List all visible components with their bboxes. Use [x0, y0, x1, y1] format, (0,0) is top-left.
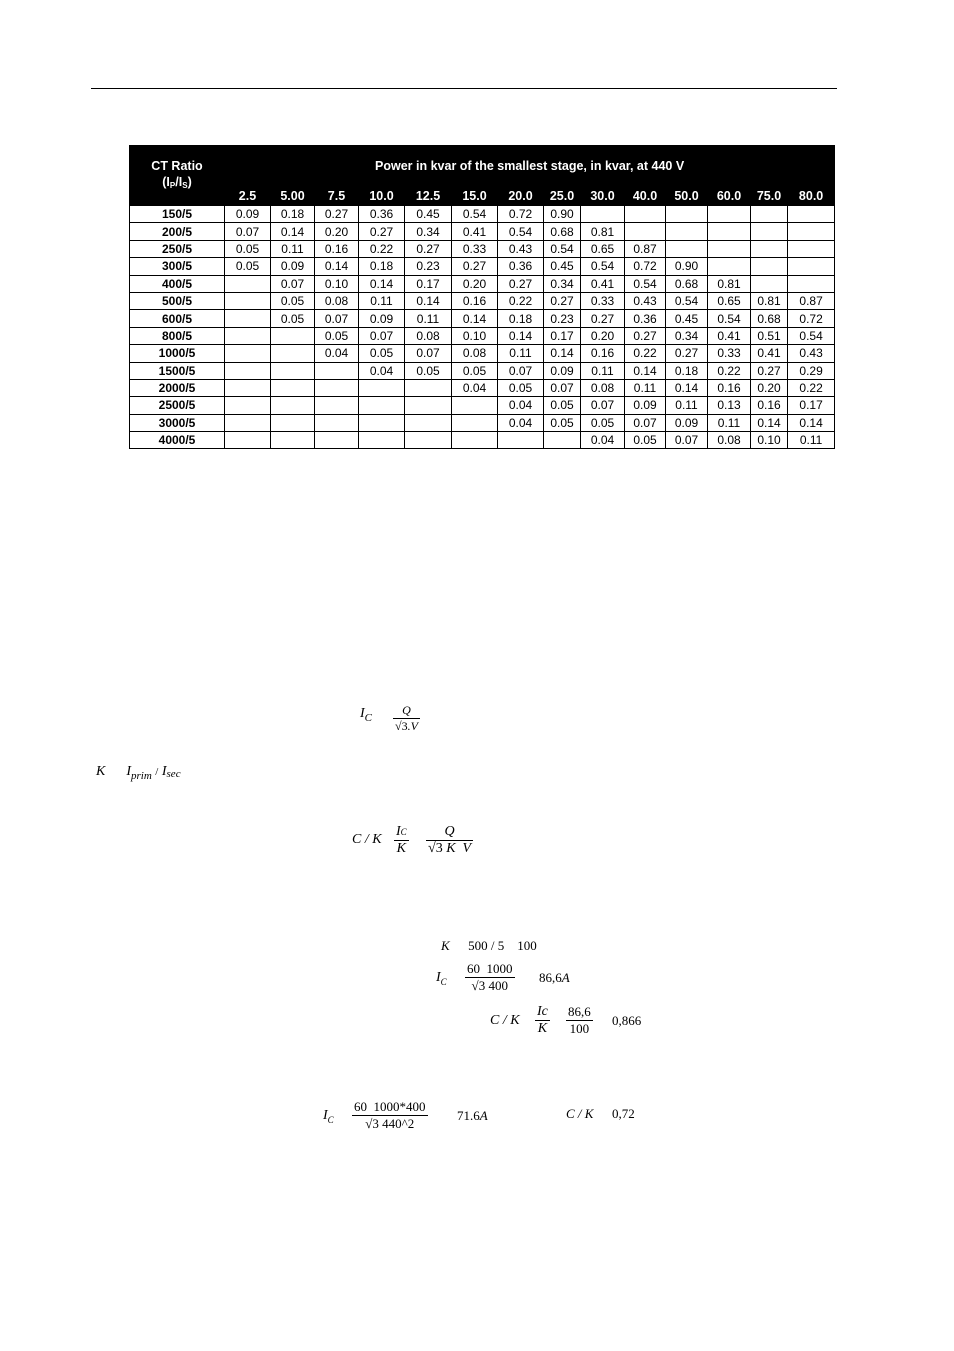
ct-ratio-cell: 1500/5 — [130, 362, 225, 379]
formula-ic-example-lhs: $I_C$ — [436, 970, 447, 987]
value-cell: 0.14 — [498, 327, 544, 344]
value-cell: 0.23 — [405, 258, 452, 275]
value-cell — [225, 292, 271, 309]
value-cell — [788, 206, 835, 223]
value-cell: 0.07 — [315, 310, 359, 327]
ct-ratio-cell: 2500/5 — [130, 397, 225, 414]
value-cell: 0.11 — [271, 240, 315, 257]
column-header-kvar: 40.0 — [625, 187, 666, 206]
value-cell: 0.11 — [498, 345, 544, 362]
value-cell — [271, 379, 315, 396]
ct-ratio-cell: 4000/5 — [130, 432, 225, 449]
value-cell: 0.22 — [708, 362, 751, 379]
value-cell: 0.17 — [405, 275, 452, 292]
value-cell — [625, 223, 666, 240]
column-header-kvar: 30.0 — [581, 187, 625, 206]
column-header-kvar: 15.0 — [452, 187, 498, 206]
value-cell — [271, 432, 315, 449]
value-cell — [225, 275, 271, 292]
value-cell: 0.72 — [625, 258, 666, 275]
ct-ratio-cell: 1000/5 — [130, 345, 225, 362]
value-cell: 0.04 — [315, 345, 359, 362]
value-cell: 0.45 — [666, 310, 708, 327]
value-cell — [405, 397, 452, 414]
value-cell: 0.08 — [452, 345, 498, 362]
value-cell: 0.14 — [452, 310, 498, 327]
value-cell: 0.20 — [751, 379, 788, 396]
value-cell — [788, 240, 835, 257]
column-header-kvar: 2.5 — [225, 187, 271, 206]
value-cell: 0.17 — [544, 327, 581, 344]
value-cell: 0.27 — [452, 258, 498, 275]
value-cell: 0.18 — [359, 258, 405, 275]
ct-ratio-cell: 600/5 — [130, 310, 225, 327]
value-cell: 0.23 — [544, 310, 581, 327]
formula-ck-general-lhs: C / K — [352, 832, 382, 847]
value-cell — [405, 379, 452, 396]
formula-ck-example-result: 0,866 — [612, 1013, 642, 1028]
value-cell: 0.20 — [452, 275, 498, 292]
formula-ic-440-lhs: $I_C$ — [323, 1108, 334, 1125]
value-cell — [225, 345, 271, 362]
value-cell: 0.05 — [625, 432, 666, 449]
value-cell — [405, 414, 452, 431]
value-cell: 0.20 — [581, 327, 625, 344]
column-header-kvar: 50.0 — [666, 187, 708, 206]
value-cell: 0.04 — [498, 397, 544, 414]
value-cell: 0.81 — [751, 292, 788, 309]
value-cell: 0.33 — [708, 345, 751, 362]
formula-ck-440: C / K 0,72 — [566, 1106, 635, 1121]
value-cell: 0.54 — [498, 223, 544, 240]
value-cell: 0.14 — [788, 414, 835, 431]
value-cell: 0.09 — [544, 362, 581, 379]
ct-ratio-header-line1: CT Ratio — [151, 158, 203, 173]
value-cell: 0.11 — [708, 414, 751, 431]
value-cell: 0.68 — [751, 310, 788, 327]
value-cell: 0.34 — [544, 275, 581, 292]
table-row — [130, 206, 835, 223]
value-cell: 0.05 — [498, 379, 544, 396]
value-cell: 0.04 — [581, 432, 625, 449]
formula-ic-example-result: 86,6A — [539, 970, 570, 985]
value-cell — [666, 240, 708, 257]
value-cell — [708, 258, 751, 275]
value-cell: 0.54 — [581, 258, 625, 275]
column-header-kvar: 75.0 — [751, 187, 788, 206]
value-cell: 0.27 — [666, 345, 708, 362]
value-cell: 0.17 — [788, 397, 835, 414]
ct-ratio-table-container — [129, 145, 834, 449]
value-cell: 0.05 — [452, 362, 498, 379]
value-cell: 0.05 — [359, 345, 405, 362]
value-cell: 0.43 — [625, 292, 666, 309]
header-rule — [91, 88, 837, 89]
value-cell — [751, 240, 788, 257]
table-row — [130, 310, 835, 327]
value-cell: 0.22 — [359, 240, 405, 257]
value-cell — [544, 432, 581, 449]
value-cell — [225, 414, 271, 431]
value-cell: 0.72 — [788, 310, 835, 327]
value-cell: 0.43 — [498, 240, 544, 257]
ct-ratio-cell: 500/5 — [130, 292, 225, 309]
formula-ic-definition: $I_C$ — [360, 706, 373, 724]
value-cell: 0.87 — [788, 292, 835, 309]
table-row — [130, 258, 835, 275]
value-cell: 0.90 — [544, 206, 581, 223]
value-cell: 0.08 — [315, 292, 359, 309]
value-cell: 0.65 — [708, 292, 751, 309]
value-cell: 0.27 — [498, 275, 544, 292]
formula-ic-440-fraction: $\frac{60 1000*400}{√3 440\^{}2}$ — [354, 1099, 426, 1131]
value-cell: 0.09 — [625, 397, 666, 414]
value-cell: 0.65 — [581, 240, 625, 257]
value-cell: 0.41 — [581, 275, 625, 292]
value-cell: 0.20 — [315, 223, 359, 240]
value-cell — [452, 432, 498, 449]
value-cell — [666, 206, 708, 223]
value-cell — [452, 414, 498, 431]
table-row — [130, 362, 835, 379]
value-cell: 0.07 — [405, 345, 452, 362]
value-cell: 0.27 — [405, 240, 452, 257]
value-cell: 0.27 — [625, 327, 666, 344]
value-cell — [708, 206, 751, 223]
column-header-kvar: 5.00 — [271, 187, 315, 206]
value-cell: 0.11 — [666, 397, 708, 414]
value-cell — [359, 397, 405, 414]
value-cell — [271, 414, 315, 431]
formula-ck-general-frac2: $\frac{Q}{\text{√3 K V}}$ — [428, 824, 472, 856]
value-cell — [315, 362, 359, 379]
value-cell: 0.14 — [666, 379, 708, 396]
table-row — [130, 379, 835, 396]
value-cell — [271, 345, 315, 362]
table-row — [130, 223, 835, 240]
value-cell — [271, 327, 315, 344]
value-cell: 0.05 — [581, 414, 625, 431]
formula-ck-example-frac1: $\frac{Ic}{K}$ — [537, 1004, 548, 1036]
value-cell — [708, 223, 751, 240]
value-cell: 0.16 — [581, 345, 625, 362]
value-cell: 0.14 — [271, 223, 315, 240]
value-cell — [452, 397, 498, 414]
value-cell — [666, 223, 708, 240]
value-cell: 0.08 — [405, 327, 452, 344]
value-cell: 0.10 — [452, 327, 498, 344]
value-cell — [788, 223, 835, 240]
value-cell: 0.90 — [666, 258, 708, 275]
column-header-kvar: 60.0 — [708, 187, 751, 206]
table-row — [130, 240, 835, 257]
column-header-kvar: 25.0 — [544, 187, 581, 206]
value-cell — [225, 310, 271, 327]
formula-ck-example-frac2: $\frac{86,6}{100}$ — [568, 1004, 591, 1036]
value-cell: 0.04 — [359, 362, 405, 379]
formula-k-example: K 500 / 5 100 — [441, 938, 537, 953]
ct-ratio-cell: 150/5 — [130, 206, 225, 223]
value-cell: 0.04 — [452, 379, 498, 396]
value-cell: 0.45 — [544, 258, 581, 275]
value-cell — [225, 362, 271, 379]
table-row — [130, 397, 835, 414]
column-header-kvar: 12.5 — [405, 187, 452, 206]
power-header: Power in kvar of the smallest stage, in kvar, at 440 V — [225, 146, 835, 187]
value-cell: 0.27 — [359, 223, 405, 240]
value-cell — [751, 206, 788, 223]
value-cell — [271, 397, 315, 414]
ct-ratio-cell: 800/5 — [130, 327, 225, 344]
ct-ratio-cell: 200/5 — [130, 223, 225, 240]
value-cell: 0.22 — [498, 292, 544, 309]
value-cell: 0.14 — [359, 275, 405, 292]
value-cell: 0.05 — [271, 292, 315, 309]
value-cell: 0.10 — [315, 275, 359, 292]
value-cell: 0.51 — [751, 327, 788, 344]
ct-ratio-cell: 250/5 — [130, 240, 225, 257]
value-cell: 0.05 — [225, 240, 271, 257]
value-cell: 0.14 — [405, 292, 452, 309]
value-cell: 0.27 — [544, 292, 581, 309]
value-cell: 0.14 — [625, 362, 666, 379]
value-cell: 0.11 — [359, 292, 405, 309]
formula-ck-example-lhs: C / K — [490, 1013, 520, 1028]
column-header-kvar: 80.0 — [788, 187, 835, 206]
table-row — [130, 275, 835, 292]
value-cell: 0.14 — [544, 345, 581, 362]
ct-ratio-cell: 300/5 — [130, 258, 225, 275]
column-header-kvar: 20.0 — [498, 187, 544, 206]
value-cell: 0.07 — [359, 327, 405, 344]
value-cell: 0.16 — [315, 240, 359, 257]
value-cell — [315, 414, 359, 431]
value-cell: 0.10 — [751, 432, 788, 449]
value-cell: 0.11 — [581, 362, 625, 379]
value-cell — [751, 275, 788, 292]
value-cell: 0.05 — [544, 397, 581, 414]
value-cell: 0.14 — [751, 414, 788, 431]
value-cell: 0.87 — [625, 240, 666, 257]
value-cell: 0.68 — [544, 223, 581, 240]
value-cell: 0.36 — [625, 310, 666, 327]
value-cell: 0.22 — [788, 379, 835, 396]
formula-ic-fraction: $\frac{Q}{√3.V}$ — [395, 703, 418, 733]
value-cell: 0.27 — [751, 362, 788, 379]
value-cell: 0.07 — [271, 275, 315, 292]
value-cell — [751, 223, 788, 240]
value-cell: 0.04 — [498, 414, 544, 431]
value-cell: 0.05 — [544, 414, 581, 431]
ct-ratio-header-line2: (IP/IS) — [162, 174, 192, 190]
value-cell — [225, 397, 271, 414]
table-row — [130, 345, 835, 362]
value-cell — [708, 240, 751, 257]
value-cell: 0.29 — [788, 362, 835, 379]
value-cell — [225, 432, 271, 449]
ct-ratio-header — [130, 146, 225, 206]
ct-ratio-table — [129, 145, 835, 449]
value-cell: 0.22 — [625, 345, 666, 362]
formula-ic-example-fraction: $\frac{60 1000}{√3 400}$ — [467, 961, 513, 993]
table-row — [130, 414, 835, 431]
value-cell: 0.07 — [581, 397, 625, 414]
value-cell — [225, 379, 271, 396]
value-cell: 0.13 — [708, 397, 751, 414]
value-cell: 0.54 — [452, 206, 498, 223]
table-row — [130, 327, 835, 344]
value-cell: 0.18 — [498, 310, 544, 327]
value-cell: 0.34 — [405, 223, 452, 240]
value-cell: 0.81 — [581, 223, 625, 240]
value-cell: 0.41 — [751, 345, 788, 362]
value-cell: 0.18 — [271, 206, 315, 223]
value-cell: 0.18 — [666, 362, 708, 379]
value-cell: 0.16 — [751, 397, 788, 414]
value-cell: 0.41 — [708, 327, 751, 344]
value-cell — [271, 362, 315, 379]
value-cell: 0.07 — [625, 414, 666, 431]
ct-ratio-cell: 2000/5 — [130, 379, 225, 396]
value-cell: 0.11 — [788, 432, 835, 449]
table-row — [130, 432, 835, 449]
value-cell — [359, 432, 405, 449]
ct-ratio-cell: 400/5 — [130, 275, 225, 292]
value-cell — [788, 258, 835, 275]
ct-ratio-cell: 3000/5 — [130, 414, 225, 431]
value-cell: 0.72 — [498, 206, 544, 223]
value-cell: 0.05 — [405, 362, 452, 379]
value-cell: 0.54 — [708, 310, 751, 327]
value-cell — [625, 206, 666, 223]
value-cell: 0.14 — [315, 258, 359, 275]
value-cell: 0.41 — [452, 223, 498, 240]
value-cell: 0.09 — [666, 414, 708, 431]
table-row — [130, 292, 835, 309]
value-cell: 0.43 — [788, 345, 835, 362]
value-cell: 0.36 — [498, 258, 544, 275]
value-cell: 0.33 — [581, 292, 625, 309]
value-cell: 0.16 — [452, 292, 498, 309]
value-cell: 0.33 — [452, 240, 498, 257]
formula-k-definition: K $I_{prim}$ / Isec — [96, 764, 181, 782]
value-cell: 0.09 — [225, 206, 271, 223]
value-cell — [225, 327, 271, 344]
column-header-kvar: 7.5 — [315, 187, 359, 206]
value-cell: 0.11 — [625, 379, 666, 396]
value-cell: 0.27 — [315, 206, 359, 223]
value-cell — [315, 397, 359, 414]
column-header-row — [130, 187, 835, 206]
formula-ic-440-result: 71.6A — [457, 1108, 488, 1123]
value-cell: 0.54 — [666, 292, 708, 309]
value-cell: 0.05 — [315, 327, 359, 344]
value-cell: 0.11 — [405, 310, 452, 327]
value-cell: 0.07 — [666, 432, 708, 449]
value-cell: 0.05 — [271, 310, 315, 327]
value-cell — [788, 275, 835, 292]
value-cell: 0.09 — [359, 310, 405, 327]
value-cell: 0.05 — [225, 258, 271, 275]
formula-ck-general-frac1: $\frac{IC}{K}$ — [396, 824, 407, 856]
value-cell: 0.08 — [581, 379, 625, 396]
value-cell: 0.81 — [708, 275, 751, 292]
value-cell: 0.07 — [498, 362, 544, 379]
value-cell — [315, 432, 359, 449]
column-header-kvar: 10.0 — [359, 187, 405, 206]
value-cell: 0.54 — [625, 275, 666, 292]
value-cell — [359, 414, 405, 431]
table-body — [130, 206, 835, 449]
value-cell: 0.68 — [666, 275, 708, 292]
value-cell: 0.09 — [271, 258, 315, 275]
value-cell: 0.16 — [708, 379, 751, 396]
value-cell — [315, 379, 359, 396]
value-cell: 0.54 — [788, 327, 835, 344]
value-cell: 0.07 — [225, 223, 271, 240]
value-cell: 0.08 — [708, 432, 751, 449]
value-cell — [359, 379, 405, 396]
value-cell: 0.36 — [359, 206, 405, 223]
value-cell — [498, 432, 544, 449]
value-cell — [581, 206, 625, 223]
value-cell — [405, 432, 452, 449]
value-cell: 0.54 — [544, 240, 581, 257]
value-cell: 0.27 — [581, 310, 625, 327]
value-cell — [751, 258, 788, 275]
value-cell: 0.07 — [544, 379, 581, 396]
value-cell: 0.45 — [405, 206, 452, 223]
value-cell: 0.34 — [666, 327, 708, 344]
